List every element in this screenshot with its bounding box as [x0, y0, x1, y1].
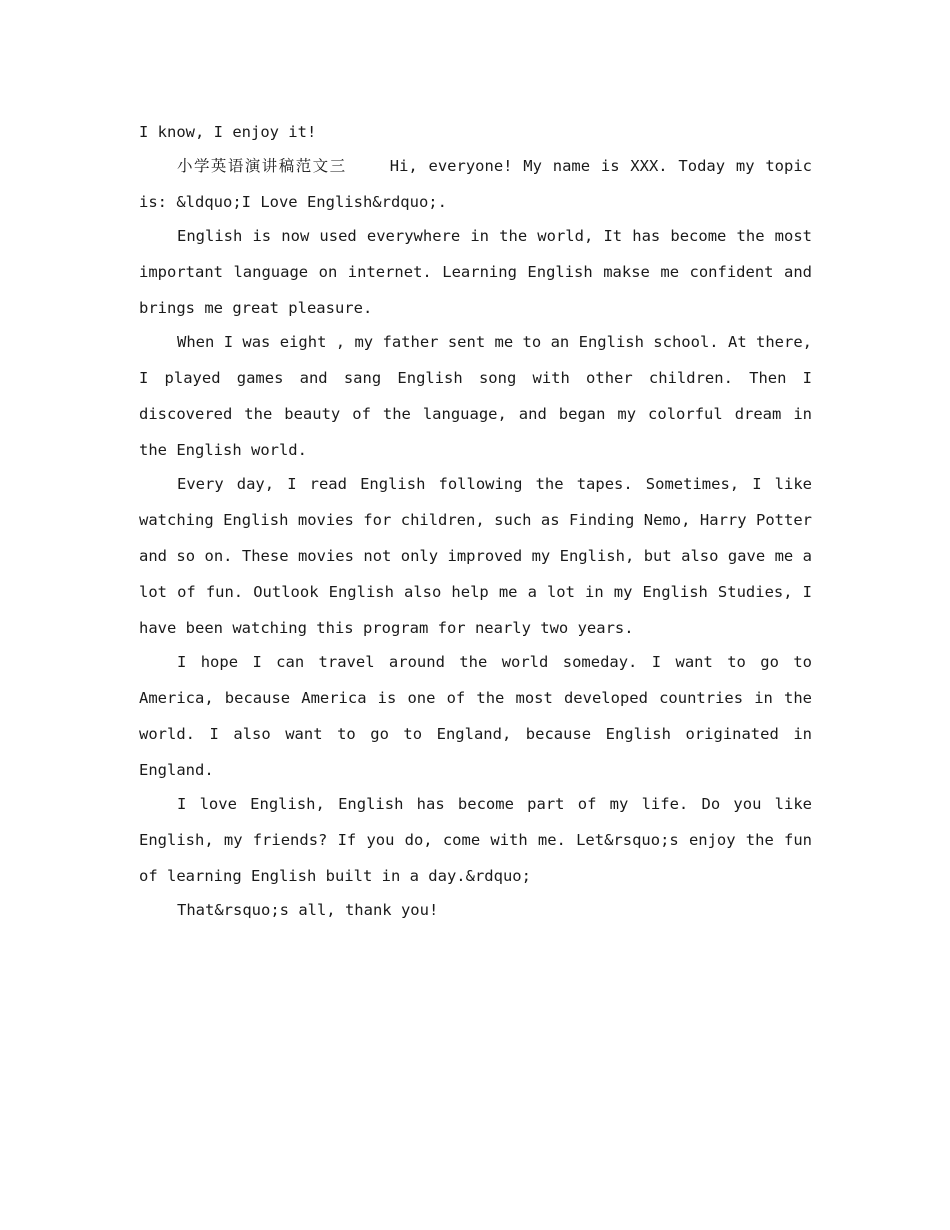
paragraph [139, 148, 822, 220]
paragraph: I know, I enjoy it! [139, 123, 317, 141]
speech-heading: 小学英语演讲稿范文三 [177, 157, 347, 175]
paragraph: Every day, I read English following the tapes. Sometimes, I like watching English movies for children, such as Finding Nemo, Harry Potter and so on. These movies not only improved my English, but also gave me a lot of fun. Outlook English also help me a lot in my English Studies, I have been watching this program for nearly two years. [139, 475, 812, 637]
paragraph-text: Hi, everyone! My name is XXX. Today my topic is: &ldquo;I Love English&rdquo;. [139, 157, 822, 211]
paragraph: That&rsquo;s all, thank you! [177, 901, 439, 919]
document-body [139, 114, 822, 928]
paragraph: I hope I can travel around the world someday. I want to go to America, because America is one of the most developed countries in the world. I also want to go to England, because English originated in England. [139, 653, 812, 779]
paragraph: I love English, English has become part of my life. Do you like English, my friends? If you do, come with me. Let&rsquo;s enjoy the fun of learning English built in a day.&rdquo; [139, 795, 812, 885]
paragraph: English is now used everywhere in the world, It has become the most important language on internet. Learning English makse me confident and brings me great pleasure. [139, 227, 812, 317]
paragraph: When I was eight , my father sent me to an English school. At there, I played games and sang English song with other children. Then I discovered the beauty of the language, and began my colorful dream in the English world. [139, 333, 812, 459]
